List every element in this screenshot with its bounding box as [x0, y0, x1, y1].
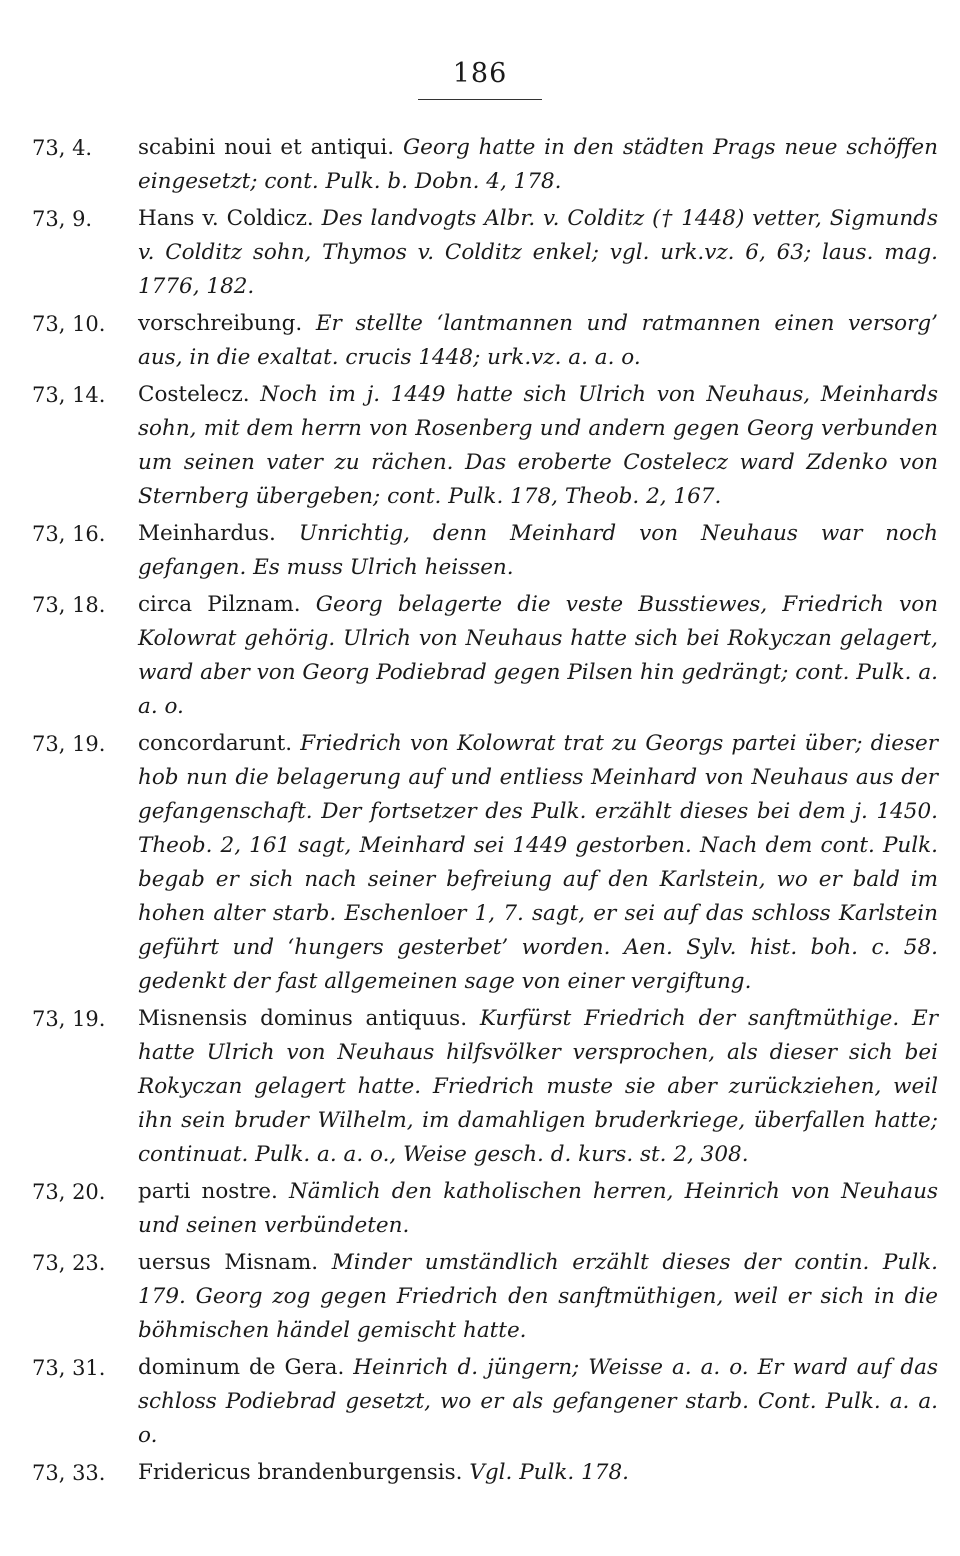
note-entry [0, 588, 960, 724]
note-entry [0, 1175, 960, 1243]
note-comment: Georg belagerte die veste Busstiewes, Friedrich von Kolowrat gehörig. Ulrich von Neuhaus hatte sich bei Rokyczan gelagert, ward aber von Georg Podiebrad gegen Pilsen hin gedrängt; cont. Pulk. a. a. o. [138, 592, 938, 719]
note-entry [0, 517, 960, 585]
note-reference: 73, 33. [32, 1461, 106, 1485]
note-reference: 73, 14. [32, 383, 106, 407]
note-lemma: scabini noui et antiqui. [138, 135, 395, 160]
notes-list [0, 131, 960, 1493]
note-comment: Friedrich von Kolowrat trat zu Georgs partei über; dieser hob nun die belagerung auf und entliess Meinhard von Neuhaus aus der gefangenschaft. Der fortsetzer des Pulk. erzählt dieses bei dem j. 1450. Theob. 2, 161 sagt, Meinhard sei 1449 gestorben. Nach dem cont. Pulk. begab er sich nach seiner befreiung auf den Karlstein, wo er bald im hohen alter starb. Eschenloer 1, 7. sagt, er sei auf das schloss Karlstein geführt und ‘hungers gesterbet’ worden. Aen. Sylv. hist. boh. c. 58. gedenkt der fast allgemeinen sage von einer vergiftung. [138, 731, 938, 994]
note-reference: 73, 19. [32, 732, 106, 756]
note-lemma: Fridericus brandenburgensis. [138, 1460, 463, 1485]
note-text [138, 517, 938, 585]
note-lemma: Costelecz. [138, 382, 250, 407]
note-text [138, 1002, 938, 1172]
note-entry [0, 202, 960, 304]
note-comment: Nämlich den katholischen herren, Heinrich von Neuhaus und seinen verbündeten. [138, 1179, 939, 1238]
note-comment: Vgl. Pulk. 178. [469, 1460, 629, 1485]
note-lemma: Meinhardus. [138, 521, 276, 546]
note-comment: Des landvogts Albr. v. Colditz († 1448) vetter, Sigmunds v. Colditz sohn, Thymos v. Colditz enkel; vgl. urk.vz. 6, 63; laus. mag. 1776, 182. [138, 206, 938, 299]
note-comment: Unrichtig, denn Meinhard von Neuhaus war noch gefangen. Es muss Ulrich heissen. [138, 521, 938, 580]
note-lemma: Hans v. Coldicz. [138, 206, 314, 231]
note-text [138, 1456, 938, 1490]
note-comment: Georg hatte in den städten Prags neue schöffen eingesetzt; cont. Pulk. b. Dobn. 4, 178. [138, 135, 938, 194]
note-text [138, 727, 938, 999]
note-entry [0, 1351, 960, 1453]
note-lemma: uersus Misnam. [138, 1250, 319, 1275]
note-lemma: circa Pilznam. [138, 592, 301, 617]
note-text [138, 588, 938, 724]
note-lemma: concordarunt. [138, 731, 293, 756]
note-entry [0, 1246, 960, 1348]
note-text [138, 202, 938, 304]
page-number-rule [418, 99, 542, 100]
note-reference: 73, 9. [32, 207, 93, 231]
note-reference: 73, 10. [32, 312, 106, 336]
note-reference: 73, 20. [32, 1180, 106, 1204]
note-entry [0, 131, 960, 199]
note-comment: Heinrich d. jüngern; Weisse a. a. o. Er ward auf das schloss Podiebrad gesetzt, wo er als gefangener starb. Cont. Pulk. a. a. o. [138, 1355, 938, 1448]
note-text [138, 1351, 938, 1453]
note-entry [0, 1456, 960, 1490]
note-comment: Minder umständlich erzählt dieses der contin. Pulk. 179. Georg zog gegen Friedrich den sanftmüthigen, weil er sich in die böhmischen händel gemischt hatte. [138, 1250, 938, 1343]
note-reference: 73, 4. [32, 136, 93, 160]
note-lemma: vorschreibung. [138, 311, 303, 336]
note-text [138, 1246, 938, 1348]
note-reference: 73, 31. [32, 1356, 106, 1380]
note-text [138, 131, 938, 199]
page-number: 186 [452, 58, 508, 89]
note-comment: Er stellte ‘lantmannen und ratmannen einen versorg’ aus, in die exaltat. crucis 1448; urk.vz. a. a. o. [138, 311, 938, 370]
note-lemma: parti nostre. [138, 1179, 278, 1204]
note-reference: 73, 19. [32, 1007, 106, 1031]
note-lemma: Misnensis dominus antiquus. [138, 1006, 468, 1031]
note-lemma: dominum de Gera. [138, 1355, 345, 1380]
note-reference: 73, 18. [32, 593, 106, 617]
note-entry [0, 378, 960, 514]
note-text [138, 307, 938, 375]
note-entry [0, 1002, 960, 1172]
note-entry [0, 307, 960, 375]
note-reference: 73, 16. [32, 522, 106, 546]
note-comment: Kurfürst Friedrich der sanftmüthige. Er hatte Ulrich von Neuhaus hilfsvölker versprochen, als dieser sich bei Rokyczan gelagert hatte. Friedrich muste sie aber zurückziehen, weil ihn sein bruder Wilhelm, im damahligen bruderkriege, überfallen hatte; continuat. Pulk. a. a. o., Weise gesch. d. kurs. st. 2, 308. [138, 1006, 938, 1167]
note-text [138, 1175, 938, 1243]
note-comment: Noch im j. 1449 hatte sich Ulrich von Neuhaus, Meinhards sohn, mit dem herrn von Rosenberg und andern gegen Georg verbunden um seinen vater zu rächen. Das eroberte Costelecz ward Zdenko von Sternberg übergeben; cont. Pulk. 178, Theob. 2, 167. [138, 382, 938, 509]
note-entry [0, 727, 960, 999]
note-text [138, 378, 938, 514]
note-reference: 73, 23. [32, 1251, 106, 1275]
